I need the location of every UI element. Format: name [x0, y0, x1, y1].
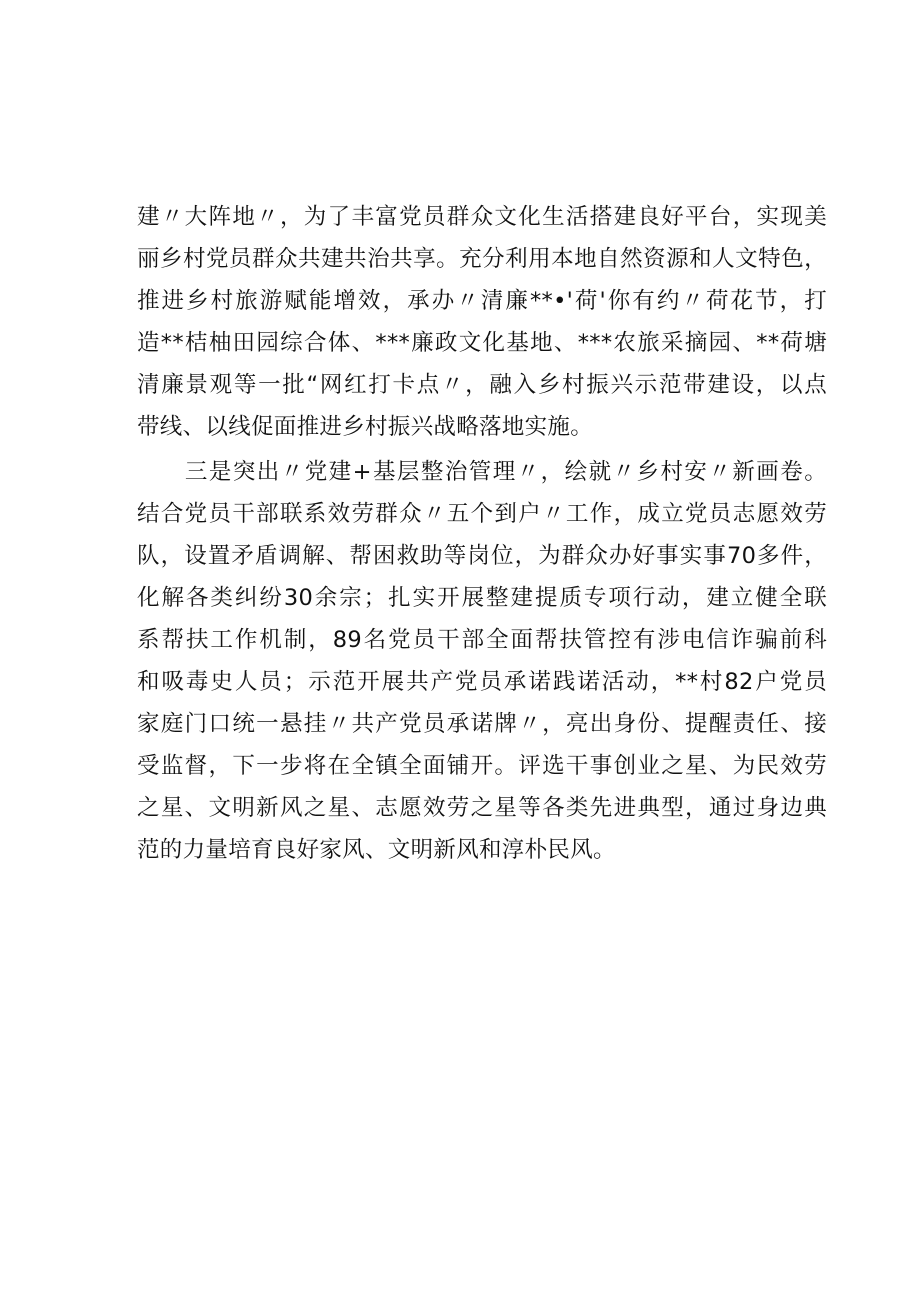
paragraph-grassroots-governance — [137, 451, 827, 871]
text-line: 清廉景观等一批“网红打卡点〃，融入乡村振兴示范带建设，以点 — [137, 372, 827, 398]
text-line: 带线、以线促面推进乡村振兴战略落地实施。 — [137, 414, 594, 440]
text-line: 化解各类纠纷30余宗；扎实开展整建提质专项行动，建立健全联 — [137, 585, 827, 611]
text-line: 建〃大阵地〃，为了丰富党员群众文化生活搭建良好平台，实现美 — [137, 204, 827, 230]
paragraph-rural-culture-tourism — [137, 196, 827, 448]
text-line: 三是突出〃党建+基层整治管理〃，绘就〃乡村安〃新画卷。 — [137, 459, 827, 485]
text-line: 家庭门口统一悬挂〃共产党员承诺牌〃，亮出身份、提醒责任、接 — [137, 711, 827, 737]
document-body — [137, 196, 827, 871]
text-line: 队，设置矛盾调解、帮困救助等岗位，为群众办好事实事70多件， — [137, 543, 827, 569]
text-line: 系帮扶工作机制，89名党员干部全面帮扶管控有涉电信诈骗前科 — [137, 627, 827, 653]
text-line: 结合党员干部联系效劳群众〃五个到户〃工作，成立党员志愿效劳 — [137, 501, 827, 527]
text-line: 丽乡村党员群众共建共治共享。充分利用本地自然资源和人文特色， — [137, 246, 827, 272]
text-line: 造**桔柚田园综合体、***廉政文化基地、***农旅采摘园、**荷塘 — [137, 330, 827, 356]
text-line: 受监督，下一步将在全镇全面铺开。评选干事创业之星、为民效劳 — [137, 753, 827, 779]
text-line: 之星、文明新风之星、志愿效劳之星等各类先进典型，通过身边典 — [137, 795, 827, 821]
text-line: 推进乡村旅游赋能增效，承办〃清廉**•'荷'你有约〃荷花节，打 — [137, 288, 827, 314]
text-line: 和吸毒史人员；示范开展共产党员承诺践诺活动，**村82户党员 — [137, 669, 827, 695]
text-line: 范的力量培育良好家风、文明新风和淳朴民风。 — [137, 837, 616, 863]
